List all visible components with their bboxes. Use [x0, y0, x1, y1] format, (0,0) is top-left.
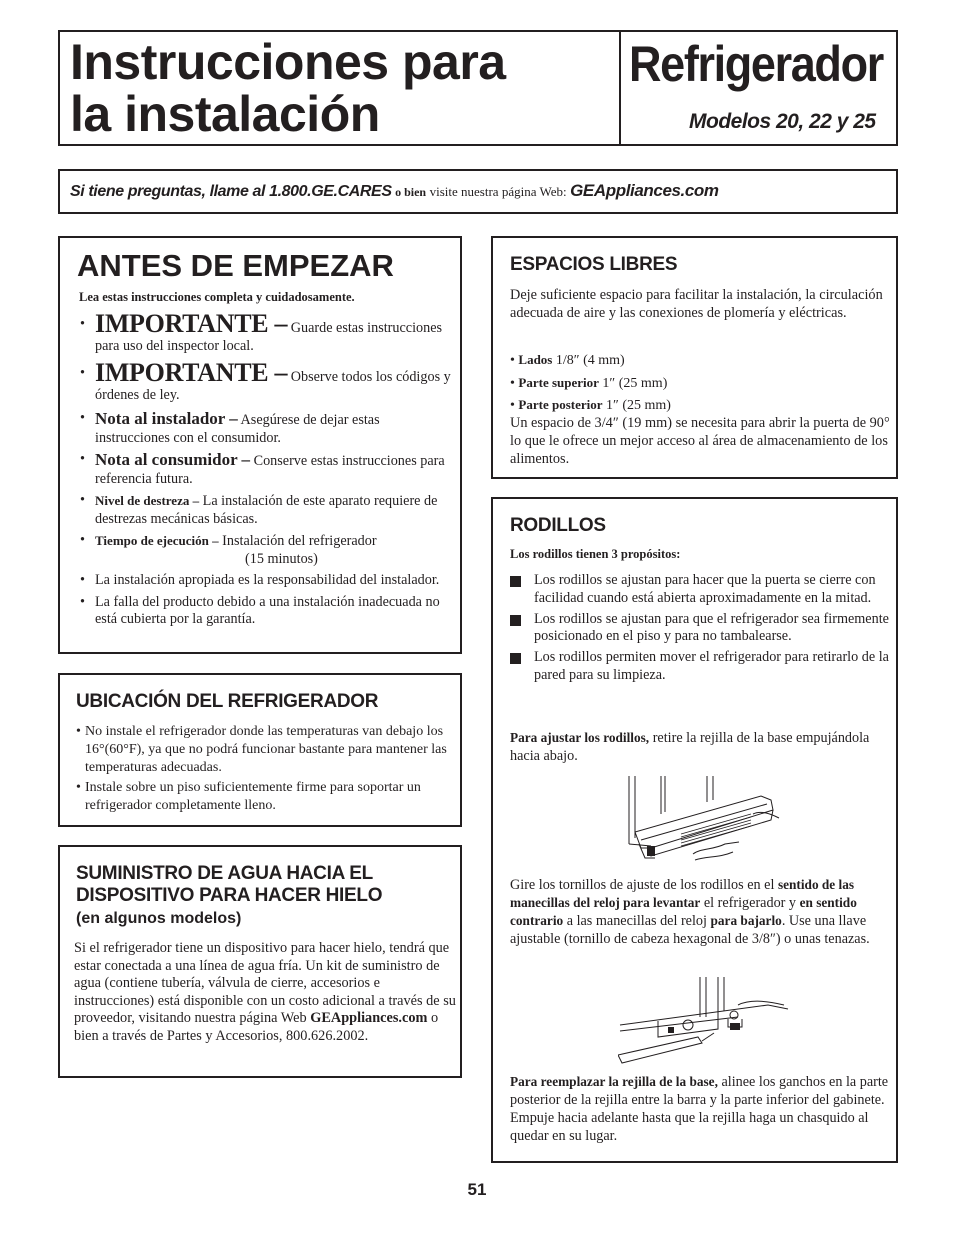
antes-section [58, 236, 462, 654]
item-text: La instalación de este aparato requiere de destrezas mecánicas básicas. [95, 493, 438, 527]
item-label: Lados [518, 352, 553, 367]
contact-banner [58, 169, 898, 214]
list-item [510, 611, 894, 647]
item-lead: Nota al consumidor – [95, 450, 251, 469]
contact-website-link[interactable]: GEAppliances.com [570, 181, 719, 200]
bold-lead: Para reemplazar la rejilla de la base, [510, 1074, 718, 1089]
suministro-body [74, 940, 456, 1045]
website-link[interactable]: GEAppliances.com [310, 1010, 428, 1026]
square-bullet-icon [510, 576, 521, 587]
espacios-section [491, 236, 898, 479]
espacios-list [510, 349, 671, 417]
rodillos-intro: Los rodillos tienen 3 propósitos: [510, 547, 681, 561]
item-text: Observe todos los códigos y órdenes de ley. [95, 369, 451, 403]
contact-or: o bien [395, 185, 427, 199]
rodillos-section [491, 497, 898, 1163]
ubicacion-section [58, 673, 462, 827]
list-item: • Parte posterior 1″ (25 mm) [510, 397, 671, 413]
item-label: Parte posterior [518, 397, 603, 412]
antes-list [78, 309, 458, 633]
title-line-2: la instalación [70, 86, 380, 142]
body-text: el refrigerador y [700, 895, 800, 911]
suministro-heading: SUMINISTRO DE AGUA HACIA EL DISPOSITIVO PARA HACER HIELO [76, 863, 383, 906]
item-lead: Nota al instalador – [95, 409, 238, 428]
square-bullet-icon [510, 653, 521, 664]
contact-question: Si tiene preguntas, llame al 1.800.GE.CARES [70, 183, 392, 200]
item-lead: IMPORTANTE – [95, 358, 288, 387]
antes-heading: ANTES DE EMPEZAR [77, 248, 394, 283]
page-number: 51 [467, 1180, 487, 1199]
item-text: Asegúrese de dejar estas instrucciones con el consumidor. [95, 412, 380, 446]
item-label: Parte superior [518, 374, 599, 390]
item-lead: Nivel de destreza – [95, 493, 200, 508]
espacios-note: Un espacio de 3/4″ (19 mm) se necesita para abrir la puerta de 90° lo que le ofrece un mejor acceso al área de almacenamiento de los alimentos. [510, 415, 890, 467]
bold-text: sentido de las manecillas del reloj para levantar [510, 877, 855, 910]
item-value: 1″ (25 mm) [602, 398, 671, 413]
body-text: alinee los ganchos en la parte posterior de la rejilla entre la barra y la parte inferior del gabinete. Empuje hacia adelante hasta que la rejilla haga un chasquido al quedar en su lugar. [510, 1074, 889, 1144]
base-grille-removal-illustration [621, 774, 783, 870]
rodillos-list [510, 572, 894, 688]
body-text: retire la rejilla de la base empujándola hacia abajo. [510, 730, 870, 764]
bold-text: para bajarlo [710, 913, 782, 928]
rodillos-adjust-paragraph [510, 729, 894, 765]
ubicacion-heading: UBICACIÓN DEL REFRIGERADOR [76, 691, 379, 712]
espacios-intro: Deje suficiente espacio para facilitar la instalación, la circulación adecuada de aire y las conexiones de plomería y eléctricas. [510, 287, 883, 321]
item-text: Guarde estas instrucciones para uso del inspector local. [95, 320, 443, 354]
page-title [70, 36, 506, 140]
item-text: La falla del producto debido a una instalación inadecuada no está cubierta por la garantía. [95, 593, 440, 627]
list-item: • IMPORTANTE – Observe todos los códigos y órdenes de ley. [80, 358, 451, 403]
body-text: o bien a través de Partes y Accesorios, 800.626.2002. [74, 1010, 439, 1044]
item-text-2: (15 minutos) [245, 550, 318, 567]
suministro-subheading: (en algunos modelos) [76, 910, 242, 927]
item-text: No instale el refrigerador donde las temperaturas van debajo los 16°(60°F), ya que no podrá funcionar bastante para mantener las temperaturas adecuadas. [85, 724, 447, 775]
body-text: Gire los tornillos de ajuste de los rodillos en el [510, 877, 778, 893]
espacios-heading: ESPACIOS LIBRES [510, 254, 678, 275]
ubicacion-list [76, 723, 456, 817]
list-item: • Parte superior 1″ (25 mm) [510, 374, 668, 391]
rodillos-replace-paragraph [510, 1073, 894, 1145]
item-text: La instalación apropiada es la responsabilidad del instalador. [95, 572, 440, 588]
item-lead: Tiempo de ejecución – [95, 533, 219, 548]
rodillos-heading: RODILLOS [510, 515, 606, 536]
item-value: 1/8″ (4 mm) [552, 353, 625, 368]
list-item: • Nota al instalador – Asegúrese de dejar estas instrucciones con el consumidor. [80, 409, 380, 446]
suministro-section [58, 845, 462, 1078]
body-text: Si el refrigerador tiene un dispositivo para hacer hielo, tendrá que estar conectada a una línea de agua fría. Un kit de suministro de agua (contiene tubería, válvula de cierre, accesorios e instrucciones) está disponible con un costo adicional a través de su proveedor, visitando nuestra página Web [74, 940, 456, 1026]
body-text: . Use una llave ajustable (tornillo de cabeza hexagonal de 3/8″) o unas tenazas. [510, 913, 870, 947]
item-value: 1″ (25 mm) [598, 375, 668, 391]
contact-visit: visite nuestra página Web: [429, 184, 567, 199]
product-box [619, 30, 898, 146]
item-text: Instalación del refrigerador [218, 533, 377, 549]
list-item: • No instale el refrigerador donde las temperaturas van debajo los 16°(60°F), ya que no podrá funcionar bastante para mantener las temperaturas adecuadas. [76, 724, 447, 775]
item-text: Los rodillos permiten mover el refrigerador para retirarlo de la pared para su limpieza. [534, 649, 889, 683]
item-text: Los rodillos se ajustan para que el refrigerador sea firmemente posicionado en el piso y para no tambalearse. [534, 610, 889, 645]
list-item: • Lados 1/8″ (4 mm) [510, 352, 625, 368]
title-line-1: Instrucciones para [70, 34, 506, 90]
rodillos-screw-paragraph [510, 876, 894, 948]
list-item [510, 572, 894, 608]
list-item: • Tiempo de ejecución – Instalación del refrigerador (15 minutos) [80, 532, 377, 567]
list-item: • La falla del producto debido a una instalación inadecuada no está cubierta por la garantía. [80, 593, 440, 627]
list-item: • Nivel de destreza – La instalación de este aparato requiere de destrezas mecánicas básicas. [80, 492, 438, 527]
item-text: Los rodillos se ajustan para hacer que la puerta se cierre con facilidad cuando está abierta aproximadamente en la mitad. [534, 572, 876, 606]
item-text: Conserve estas instrucciones para referencia futura. [95, 453, 445, 487]
body-text: a las manecillas del reloj [563, 913, 711, 929]
item-lead: IMPORTANTE – [95, 309, 288, 338]
title-box [58, 30, 621, 146]
bold-text: en sentido contrario [510, 895, 857, 928]
item-text: Instale sobre un piso suficientemente firme para soportar un refrigerador completamente lleno. [85, 780, 421, 813]
list-item [510, 649, 894, 685]
contact-line [70, 181, 719, 201]
product-name: Refrigerador [629, 36, 883, 92]
list-item: • Instale sobre un piso suficientemente firme para soportar un refrigerador completamente lleno. [76, 780, 421, 813]
bold-lead: Para ajustar los rodillos, [510, 730, 650, 745]
list-item: • La instalación apropiada es la responsabilidad del instalador. [80, 572, 440, 588]
list-item: • Nota al consumidor – Conserve estas instrucciones para referencia futura. [80, 450, 445, 487]
models-label: Modelos 20, 22 y 25 [689, 110, 876, 133]
roller-adjustment-illustration [618, 975, 793, 1067]
square-bullet-icon [510, 615, 521, 626]
list-item: • IMPORTANTE – Guarde estas instrucciones para uso del inspector local. [80, 309, 443, 354]
antes-intro: Lea estas instrucciones completa y cuidadosamente. [79, 290, 355, 304]
